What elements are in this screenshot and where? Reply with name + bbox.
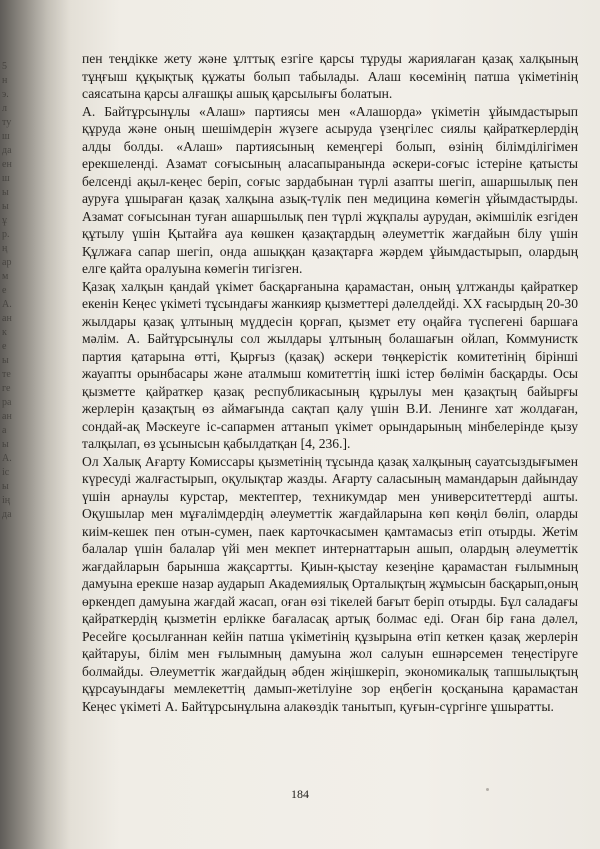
paragraph-4: Ол Халық Ағарту Комиссары қызметінің тұсында қазақ халқының сауатсыздығымен күресуді жалғастырып, оқулықтар жазды. Ағарту саласының мамандарын дайындау үшін арнаулы курстар, мектептер, техникумдар мен университеттерді ашты. Оқушылар мен мұғалімдердің әлеуметтік жағдайларына көп көңіл бөліп, оларды киім-кешек пен отын-сумен, паек карточкасымен қамтамасыз етіп отырды. Жетім балалар үшін балалар үйі мен мекпет интернаттарын ашып, олардың әлеуметтік жағдайларын барынша жақсартты. Қиын-қыстау кезеңіне қарамастан ғылымның дамуына ерекше назар аударып Академиялық Орталықтың жұмысын басқарып,оның өркендеп дамуына жағдай жасап, оған өзі тікелей бағыт беріп отырды. Бұл саладағы қайраткердің қызметін ерлікке бағаласақ артық болмас еді. Оған бір ғана дәлел, Ресейге қосылғаннан кейін патша үкіметінің құзырына өтіп кеткен қазақ жерлерін қайтаруы, білім мен ғылымның дамуына жол салуын ешнәрсемен теңестіруге болмайды. Әлеуметтік жағдайдың әбден жіңішкеріп, экономикалық тапшылықтың құрсауындағы мемлекеттің дамып-жетілуіне зор еңбегін қосқанына қарамастан Кеңес үкіметі А. Байтұрсынұлына алакөздік танытып, қуғын-сүргінге ұшыратты. — [82, 453, 578, 714]
paragraph-2: А. Байтұрсынұлы «Алаш» партиясы мен «Алашорда» үкіметін ұйымдастырып құруда және оның шешімдерін жүзеге асыруда үзеңгілес сиялы қайраткерлердің алды болды. «Алаш» партиясының кемеңгері болып, өзінің білімділігімен ерекшеленді. Азамат соғысының аласапыранында әскери-соғыс істеріне қатысты белсенді ақыл-кеңес беріп, соғыс зардабынан түрлі азапты шегіп, ашаршылық пен ауруға ұшыраған қазақ халқына азық-түлік пен медицина көмегін ұйымдастырды. Азамат соғысынан туған ашаршылық пен түрлі жұқпалы аурудан, әкімшілік езгіден құтылу үшін Қытайға ауа көшкен қазақтардың әлеуметтік жағдайын білу үшін Құлжаға сапар шегіп, онда ашыққан қазақтарға жәрдем ұйымдастырып, олардың елге қайта оралуына көмегін тигізген. — [82, 103, 578, 276]
paper-speck — [486, 788, 489, 791]
paragraph-1: пен теңдікке жету және ұлттық езгіге қарсы тұруды жариялаған қазақ халқының тұңғыш құқықтық құжаты болып табылады. Алаш көсемінің патша үкіметінің саясатына қарсы алғашқы ашық қарсылығы болатын. — [82, 51, 578, 101]
body-text — [82, 50, 578, 715]
facing-page-bleed: 5 н э. л ту ш да ен ш ы ы ұ р. ң ар м е А. ан к е ы те ге ра ан а ы А. іс ы ің да — [2, 61, 12, 520]
page-number: 184 — [291, 787, 309, 801]
paragraph-3: Қазақ халқын қандай үкімет басқарғанына қарамастан, оның ұлтжанды қайраткер екенін Кеңес үкіметі тұсындағы жанкияр қызметтері дәлелдейді. XX ғасырдың 20-30 жылдары қазақ ұлтының мүддесін қорғап, қызмет ету оңайға түспегені баршаға мәлім. А. Байтұрсынұлы сол жылдары ұлтының болашағын ойлап, Коммунистк партия қатарына өтті, Қырғыз (қазақ) әскери төңкерістік комитетінің бірінші жауапты орынбасары және аталмыш комитеттің ішкі істер бөлімін басқарды. Осы қызметте қайраткер қазақ республикасының құрылуы мен қазақтың байырғы жерлерін қазақтың өз аймағында сақтап қалу үшін В.И. Ленинге хат жолдаған, сондай-ақ Мәскеуге іс-сапармен аттанып үкімет орындарының мінбелерінде қызу талқылап, өз ұсынысын қабылдатқан [4, 236.]. — [82, 278, 578, 451]
